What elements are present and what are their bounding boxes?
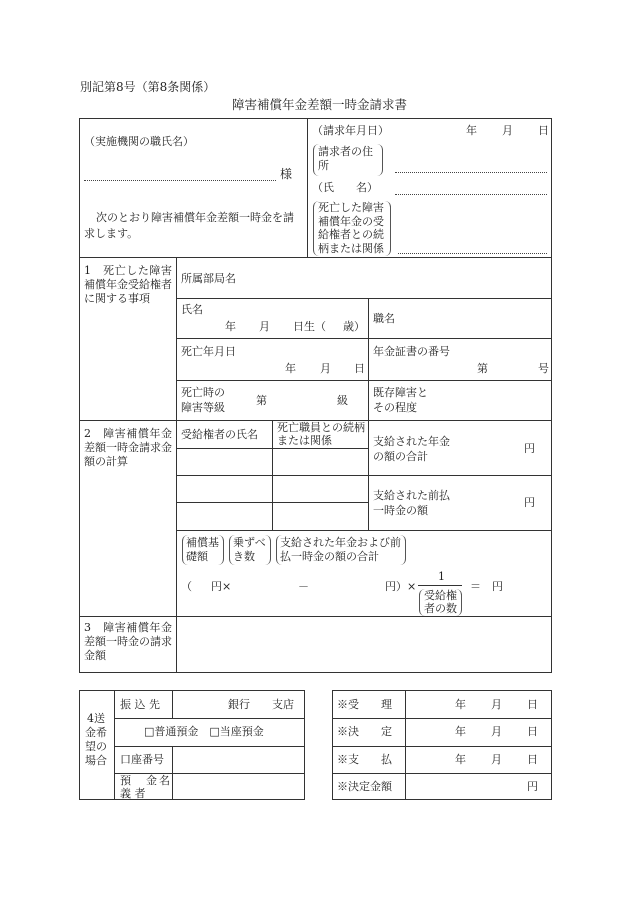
birth-year-unit: 年 (225, 320, 236, 333)
date-day-unit: 日 (538, 124, 549, 137)
decided-label: ※決 定 (337, 725, 392, 738)
paid-pension-yen: 円 (524, 442, 535, 455)
paid-advance-label: 支給された前払一時金の額 (373, 489, 450, 517)
birth-day-unit: 日生（ (293, 320, 326, 333)
name-line[interactable] (395, 194, 547, 195)
received-year: 年 (455, 698, 466, 711)
decided-year: 年 (455, 725, 466, 738)
branch-unit: 支店 (272, 698, 294, 711)
date-label: （請求年月日） (312, 124, 389, 137)
formula-yen: 円 (492, 580, 503, 593)
fraction-denominator: 受給権者の数 (424, 589, 457, 615)
amount-yen: 円 (527, 780, 538, 793)
address-label: 請求者の住所 (318, 145, 373, 172)
pension-no-prefix: 第 (477, 362, 488, 375)
bank-unit: 銀行 (228, 698, 250, 711)
decided-month: 月 (491, 725, 502, 738)
paid-year: 年 (455, 753, 466, 766)
pension-no-suffix: 号 (538, 362, 549, 375)
relation-label: 死亡した障害補償年金の受給権者との続柄または関係 (318, 201, 384, 255)
formula-base: 補償基礎額 (186, 536, 219, 563)
section2-heading: 2 障害補償年金差額一時金請求金額の計算 (84, 427, 172, 468)
agency-label: （実施機関の職氏名） (84, 135, 194, 148)
formula-minus: － (298, 580, 309, 593)
formula-mult: 乗ずべき数 (233, 536, 266, 563)
formula-equals: ＝ (470, 580, 481, 593)
received-day: 日 (527, 698, 538, 711)
name-field-label: 氏名 (181, 303, 203, 316)
formula-open: （ (181, 580, 192, 593)
holder-label: 預 金名 義 者 (120, 774, 170, 800)
paid-pension-label: 支給された年金の額の合計 (373, 435, 450, 463)
date-month-unit: 月 (502, 124, 513, 137)
grade-label: 死亡時の障害等級 (181, 386, 225, 414)
received-label: ※受 理 (337, 698, 392, 711)
death-date-label: 死亡年月日 (181, 345, 236, 358)
section3-heading: 3 障害補償年金差額一時金の請求金額 (84, 621, 172, 662)
formula-times: 円× (211, 580, 232, 593)
pension-no-label: 年金証書の番号 (373, 345, 450, 358)
death-year-unit: 年 (285, 362, 296, 375)
section1-heading: 1 死亡した障害補償年金受給権者に関する事項 (84, 264, 172, 305)
form-title: 障害補償年金差額一時金請求書 (232, 97, 408, 112)
agency-name-line[interactable] (84, 180, 276, 181)
account-type-options[interactable]: □普通預金 □当座預金 (144, 725, 264, 738)
section4-heading: 4送金希望の場合 (85, 712, 107, 767)
paid-day: 日 (527, 753, 538, 766)
age-unit: 歳） (343, 320, 365, 333)
death-day-unit: 日 (354, 362, 365, 375)
fraction-numerator: 1 (438, 570, 445, 583)
col-relation: 死亡職員との続柄または関係 (277, 421, 365, 447)
name-label: （氏 名） (312, 181, 378, 194)
birth-month-unit: 月 (259, 320, 270, 333)
transfer-label: 振 込 先 (120, 698, 160, 711)
date-year-unit: 年 (466, 124, 477, 137)
grade-suffix: 級 (337, 394, 348, 407)
received-month: 月 (491, 698, 502, 711)
honorific: 様 (280, 167, 293, 181)
paid-advance-yen: 円 (524, 496, 535, 509)
col-recipient-name: 受給権者の氏名 (181, 428, 258, 441)
dept-label: 所属部局名 (181, 272, 236, 285)
paid-month: 月 (491, 753, 502, 766)
form-ref: 別記第8号（第8条関係） (80, 80, 216, 94)
relation-line[interactable] (398, 253, 547, 254)
amount-label: ※決定金額 (337, 780, 392, 793)
post-label: 職名 (373, 312, 395, 325)
request-text: 次のとおり障害補償年金差額一時金を請求します。 (84, 211, 294, 240)
existing-label: 既存障害とその程度 (373, 386, 428, 414)
formula-close: 円）× (385, 580, 417, 593)
address-line[interactable] (395, 172, 547, 173)
decided-day: 日 (527, 725, 538, 738)
death-month-unit: 月 (320, 362, 331, 375)
account-no-label: 口座番号 (120, 753, 164, 766)
grade-prefix: 第 (256, 394, 267, 407)
formula-paid: 支給された年金および前払一時金の額の合計 (280, 536, 401, 563)
paid-label: ※支 払 (337, 753, 392, 766)
